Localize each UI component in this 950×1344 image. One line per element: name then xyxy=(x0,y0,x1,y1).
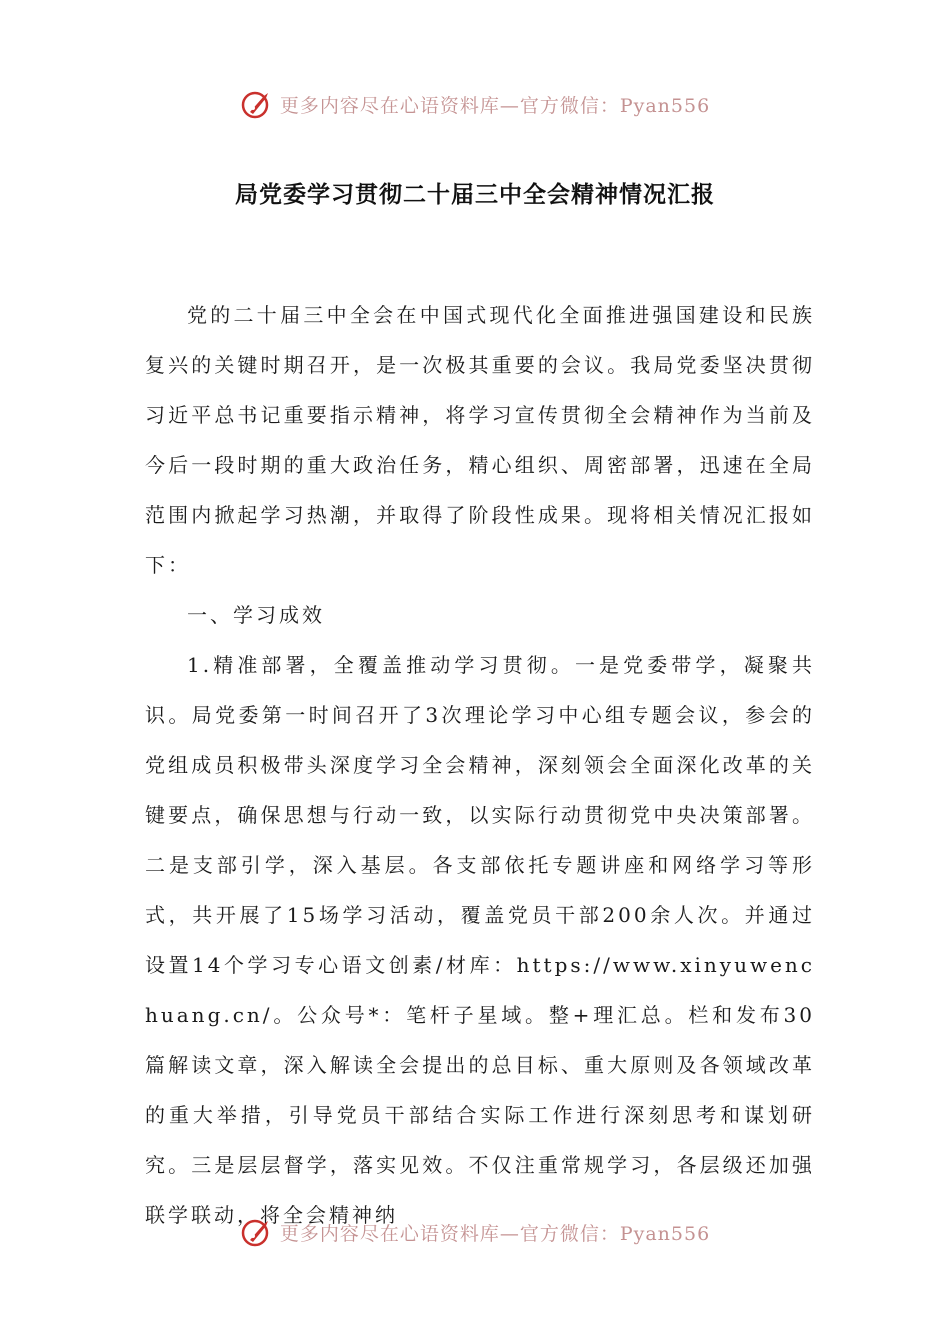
document-title: 局党委学习贯彻二十届三中全会精神情况汇报 xyxy=(235,182,715,208)
pen-nib-logo-icon xyxy=(240,1215,274,1249)
watermark-text: 更多内容尽在心语资料库—官方微信：Pyan556 xyxy=(279,1222,711,1245)
watermark-banner-bottom xyxy=(0,1212,950,1252)
intro-paragraph: 党的二十届三中全会在中国式现代化全面推进强国建设和民族复兴的关键时期召开，是一次极其重要的会议。我局党委坚决贯彻习近平总书记重要指示精神，将学习宣传贯彻全会精神作为当前及今后一段时期的重大政治任务，精心组织、周密部署，迅速在全局范围内掀起学习热潮，并取得了阶段性成果。现将相关情况汇报如下： xyxy=(145,303,815,577)
body-paragraph: 1.精准部署，全覆盖推动学习贯彻。一是党委带学，凝聚共识。局党委第一时间召开了3次理论学习中心组专题会议，参会的党组成员积极带头深度学习全会精神，深刻领会全面深化改革的关键要点，确保思想与行动一致，以实际行动贯彻党中央决策部署。二是支部引学，深入基层。各支部依托专题讲座和网络学习等形式，共开展了15场学习活动，覆盖党员干部200余人次。并通过设置14个学习专心语文创素/材库：https://www.xinyuwenchuang.cn/。公众号*：笔杆子星域。整+理汇总。栏和发布30篇解读文章，深入解读全会提出的总目标、重大原则及各领域改革的重大举措，引导党员干部结合实际工作进行深刻思考和谋划研究。三是层层督学，落实见效。不仅注重常规学习，各层级还加强联学联动，将全会精神纳 xyxy=(145,653,815,1227)
pen-nib-logo-icon xyxy=(240,87,274,121)
section-heading: 一、学习成效 xyxy=(187,603,325,627)
watermark-banner-top xyxy=(0,84,950,124)
document-body xyxy=(145,290,815,1240)
watermark-text: 更多内容尽在心语资料库—官方微信：Pyan556 xyxy=(279,94,711,117)
